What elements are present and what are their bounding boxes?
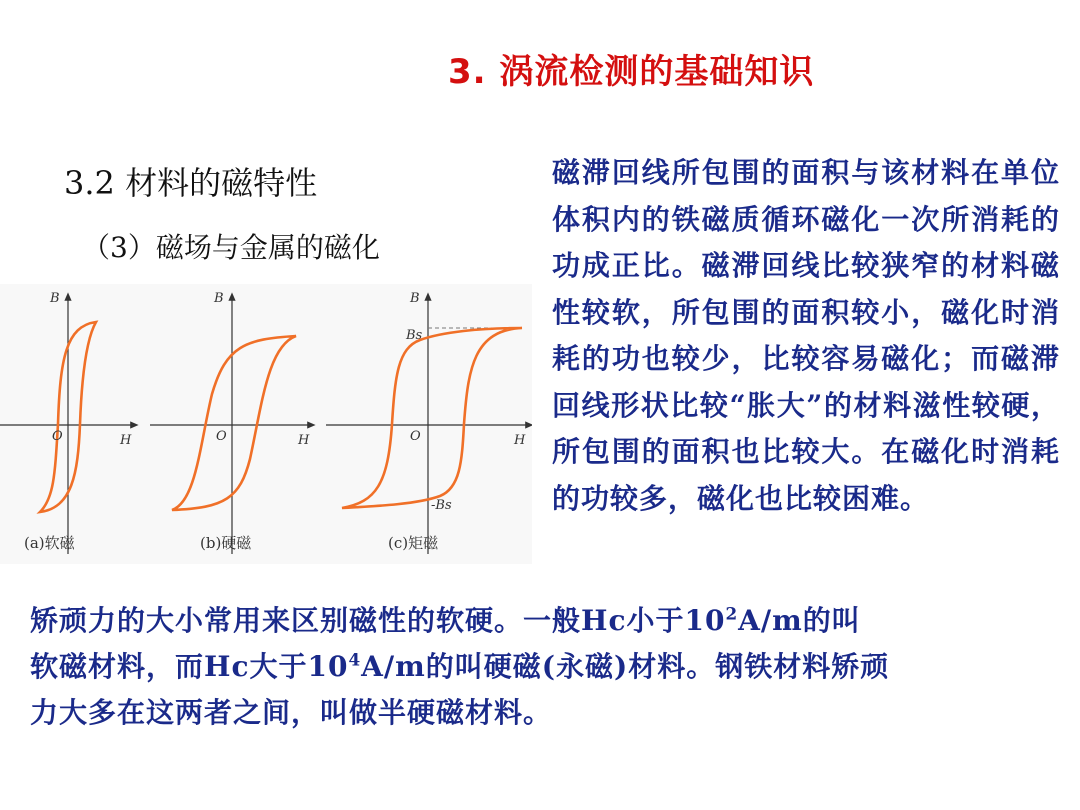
sub-heading: （3）磁场与金属的磁化: [82, 231, 380, 264]
line2-exponent: 4: [348, 649, 362, 670]
line1-exponent: 2: [725, 603, 739, 624]
line2-part-a: 软磁材料，而Hc大于10: [30, 650, 349, 683]
panel-c-h-label: H: [514, 433, 526, 448]
hysteresis-svg: [0, 284, 532, 564]
line1-part-a: 矫顽力的大小常用来区别磁性的软硬。一般Hc小于10: [30, 604, 726, 637]
panel-b-h-label: H: [298, 433, 310, 448]
coercivity-line-2: [30, 644, 1050, 690]
slide-title: 3. 涡流检测的基础知识: [448, 52, 815, 92]
line1-part-b: A/m的叫: [738, 604, 861, 637]
hysteresis-figure: [0, 284, 532, 564]
section-heading: 3.2 材料的磁特性: [64, 164, 318, 202]
panel-a-origin-label: O: [52, 429, 63, 444]
panel-c-b-label: B: [410, 291, 420, 306]
panel-b-caption: (b)硬磁: [200, 534, 252, 552]
panel-c-origin-label: O: [410, 429, 421, 444]
panel-b-loop: [172, 336, 296, 510]
panel-c-caption: (c)矩磁: [388, 534, 439, 552]
panel-a-caption: (a)软磁: [24, 534, 75, 552]
line2-part-b: A/m的叫硬磁(永磁)材料。钢铁材料矫顽: [361, 650, 890, 683]
panel-a-h-label: H: [120, 433, 132, 448]
panel-c-bs-neg-label: -Bs: [431, 498, 452, 513]
panel-c-loop: [342, 328, 522, 508]
coercivity-paragraph: [30, 598, 1050, 736]
coercivity-line-3: 力大多在这两者之间，叫做半硬磁材料。: [30, 696, 553, 729]
panel-soft: [0, 291, 135, 554]
panel-hard: [150, 291, 312, 554]
coercivity-line-1: [30, 598, 1050, 644]
panel-b-b-label: B: [214, 291, 224, 306]
panel-b-origin-label: O: [216, 429, 227, 444]
hysteresis-explanation: 磁滞回线所包围的面积与该材料在单位体积内的铁磁质循环磁化一次所消耗的功成正比。磁滞回线比较狭窄的材料磁性较软，所包围的面积较小，磁化时消耗的功也较少，比较容易磁化；而磁滞回线形状比较“胀大”的材料滋性较硬，所包围的面积也比较大。在磁化时消耗的功较多，磁化也比较困难。: [552, 156, 1060, 515]
panel-a-b-label: B: [50, 291, 60, 306]
panel-c-bs-label: Bs: [406, 328, 423, 343]
panel-rect: [326, 291, 530, 554]
